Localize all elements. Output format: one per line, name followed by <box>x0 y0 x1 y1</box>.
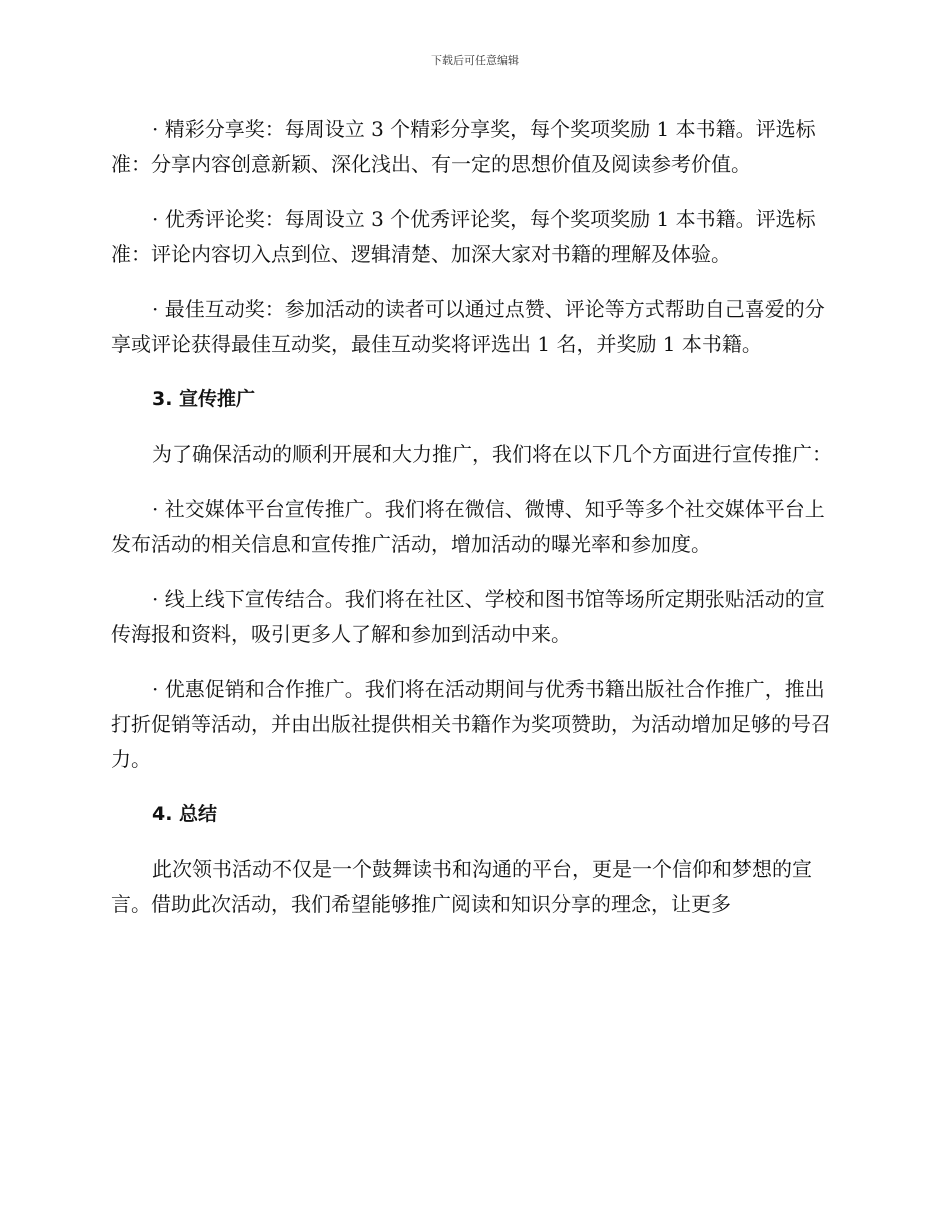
promotion-discount-cooperation-paragraph: · 优惠促销和合作推广。我们将在活动期间与优秀书籍出版社合作推广，推出打折促销等活动，并由出版社提供相关书籍作为奖项赞助，为活动增加足够的号召力。 <box>111 677 831 771</box>
section-heading-summary: 4. 总结 <box>152 803 218 825</box>
promotion-online-offline-paragraph: · 线上线下宣传结合。我们将在社区、学校和图书馆等场所定期张贴活动的宣传海报和资料，吸引更多人了解和参加到活动中来。 <box>111 587 825 646</box>
promotion-social-media-paragraph: · 社交媒体平台宣传推广。我们将在微信、微博、知乎等多个社交媒体平台上发布活动的相关信息和宣传推广活动，增加活动的曝光率和参加度。 <box>111 497 825 556</box>
award-best-share-paragraph: · 精彩分享奖：每周设立 3 个精彩分享奖，每个奖项奖励 1 本书籍。评选标准：分享内容创意新颖、深化浅出、有一定的思想价值及阅读参考价值。 <box>111 117 816 176</box>
section-heading-promotion: 3. 宣传推广 <box>152 388 256 410</box>
promotion-intro-paragraph: 为了确保活动的顺利开展和大力推广，我们将在以下几个方面进行宣传推广： <box>152 442 832 466</box>
summary-paragraph: 此次领书活动不仅是一个鼓舞读书和沟通的平台，更是一个信仰和梦想的宣言。借助此次活动，我们希望能够推广阅读和知识分享的理念，让更多 <box>111 857 812 916</box>
award-best-interaction-paragraph: · 最佳互动奖：参加活动的读者可以通过点赞、评论等方式帮助自己喜爱的分享或评论获得最佳互动奖，最佳互动奖将评选出 1 名，并奖励 1 本书籍。 <box>111 297 825 356</box>
page-header: 下载后可任意编辑 <box>431 54 519 67</box>
award-best-comment-paragraph: · 优秀评论奖：每周设立 3 个优秀评论奖，每个奖项奖励 1 本书籍。评选标准：评论内容切入点到位、逻辑清楚、加深大家对书籍的理解及体验。 <box>111 207 816 266</box>
document-body <box>111 112 839 942</box>
